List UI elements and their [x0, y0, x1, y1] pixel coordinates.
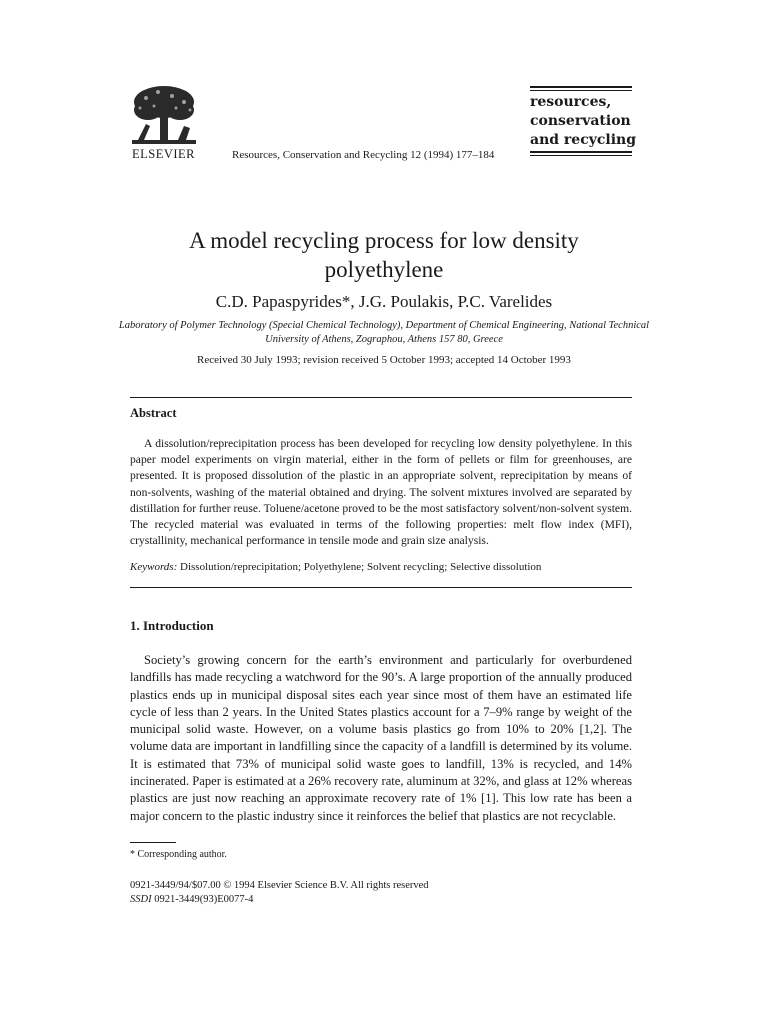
abstract-heading: Abstract	[130, 406, 177, 420]
keywords-list: Dissolution/reprecipitation; Polyethylene; Solvent recycling; Selective dissolution	[180, 561, 542, 573]
section-divider	[130, 397, 632, 398]
journal-citation: Resources, Conservation and Recycling 12 (1994) 177–184	[232, 149, 495, 161]
section-divider	[130, 587, 632, 588]
author-list: C.D. Papaspyrides*, J.G. Poulakis, P.C. Varelides	[215, 292, 553, 311]
introduction-heading: 1. Introduction	[130, 618, 214, 633]
masthead-rule	[530, 151, 632, 153]
elsevier-tree-logo	[128, 84, 200, 148]
journal-name-line: and recycling	[530, 132, 636, 148]
ssdi-line	[130, 893, 429, 907]
footnote-rule	[130, 842, 176, 843]
copyright-line: 0921-3449/94/$07.00 © 1994 Elsevier Science B.V. All rights reserved	[130, 880, 429, 891]
abstract-text: A dissolution/reprecipitation process has been developed for recycling low density polyethylene. In this paper model experiments on virgin material, either in the form of pellets or film for greenhouses, are presented. It is proposed dissolution of the plastic in an appropriate solvent, reprecipitation by means of non-solvents, washing of the material obtained and drying. The solvent mixtures involved are separated by distillation for further reuse. Toluene/acetone proved to be the most satisfactory solvent/non-solvent system. The recycled material was evaluated in terms of the following properties: melt flow index (MFI), crystallinity, mechanical performance in tensile mode and grain size analysis.	[130, 437, 632, 548]
keywords-line	[130, 561, 632, 573]
journal-name-line: conservation	[530, 113, 631, 129]
journal-name-line: resources,	[530, 94, 612, 110]
corresponding-author-footnote: * Corresponding author.	[130, 849, 227, 860]
ssdi-code: 0921-3449(93)E0077-4	[151, 894, 254, 905]
publisher-name: ELSEVIER	[132, 147, 196, 161]
masthead-rule	[530, 90, 632, 91]
author-affiliation: Laboratory of Polymer Technology (Special Chemical Technology), Department of Chemical Engineering, National Technical University of Athens, Zographou, Athens 157 80, Greece	[118, 320, 650, 345]
copyright-block	[130, 879, 429, 907]
ssdi-label: SSDI	[130, 894, 152, 905]
received-dates: Received 30 July 1993; revision received 5 October 1993; accepted 14 October 1993	[197, 354, 571, 366]
article-title: A model recycling process for low density polyethylene	[189, 228, 579, 282]
journal-masthead	[530, 86, 636, 158]
keywords-label: Keywords:	[130, 561, 178, 573]
introduction-text: Society’s growing concern for the earth’s environment and particularly for overburdened landfills has made recycling a watchword for the 90’s. A large proportion of the annually produced plastics ends up in municipal disposal sites each year since most of them have an estimated life cycle of less than 2 years. In the United States plastics account for a 7–9% range by weight of the municipal solid waste. However, on a volume basis plastics go from 10% to 20% [1,2]. The volume data are important in landfilling since the capacity of a landfill is determined by its volume. It is estimated that 73% of municipal solid waste goes to landfill, 13% is recycled, and 14% incinerated. Paper is estimated at a 26% recovery rate, aluminum at 32%, and glass at 12% whereas plastics are just now reaching an approximate recovery rate of 1% [1]. This low rate has been a major concern to the plastic industry since it reinforces the belief that plastics are not recyclable.	[130, 653, 632, 823]
masthead-rule	[530, 155, 632, 156]
masthead-rule	[530, 86, 632, 88]
